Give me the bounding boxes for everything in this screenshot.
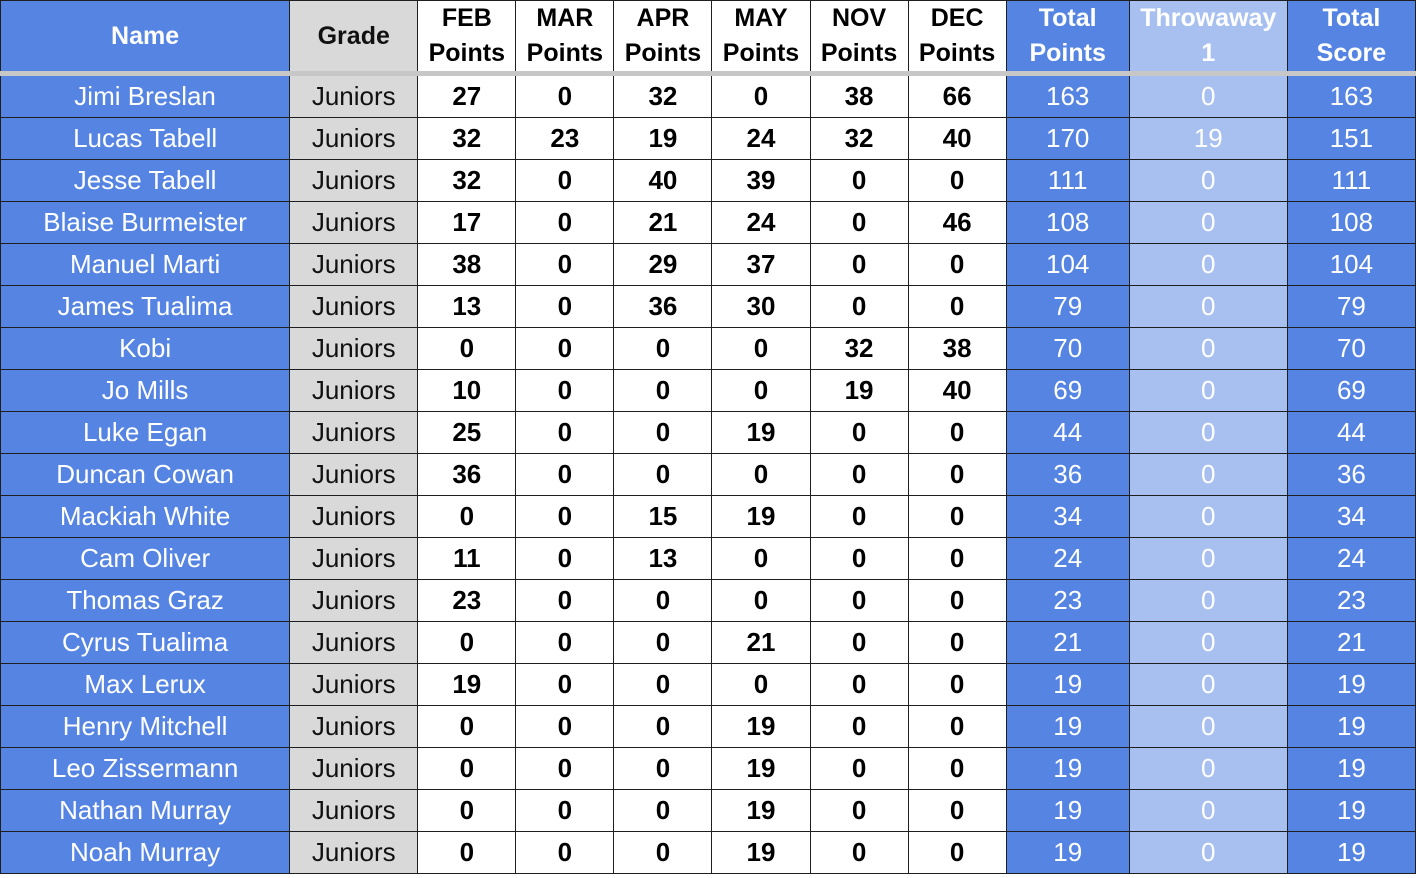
cell-may-points[interactable]: 0: [712, 370, 810, 412]
cell-apr-points[interactable]: 21: [614, 202, 712, 244]
cell-nov-points[interactable]: 0: [810, 244, 908, 286]
cell-total-points[interactable]: 23: [1006, 580, 1129, 622]
cell-name[interactable]: Noah Murray: [1, 832, 290, 874]
table-row: [1, 496, 1416, 538]
table-row: [1, 706, 1416, 748]
cell-dec-points[interactable]: 0: [908, 832, 1006, 874]
cell-feb-points[interactable]: 11: [418, 538, 516, 580]
cell-total-score[interactable]: 21: [1287, 622, 1415, 664]
header-name[interactable]: Name: [1, 1, 290, 74]
cell-total-score[interactable]: 108: [1287, 202, 1415, 244]
cell-throwaway[interactable]: 0: [1129, 496, 1287, 538]
cell-may-points[interactable]: 0: [712, 664, 810, 706]
cell-nov-points[interactable]: 0: [810, 580, 908, 622]
header-throwaway[interactable]: [1129, 1, 1287, 74]
cell-grade[interactable]: Juniors: [290, 118, 418, 160]
cell-dec-points[interactable]: 0: [908, 496, 1006, 538]
cell-nov-points[interactable]: 0: [810, 622, 908, 664]
cell-apr-points[interactable]: 0: [614, 706, 712, 748]
cell-apr-points[interactable]: 19: [614, 118, 712, 160]
cell-grade[interactable]: Juniors: [290, 832, 418, 874]
cell-apr-points[interactable]: 0: [614, 370, 712, 412]
header-nov-unit: Points: [820, 39, 898, 67]
header-apr-unit: Points: [624, 39, 702, 67]
cell-grade[interactable]: Juniors: [290, 664, 418, 706]
cell-name[interactable]: Leo Zissermann: [1, 748, 290, 790]
table-row: [1, 664, 1416, 706]
cell-nov-points[interactable]: 0: [810, 454, 908, 496]
cell-throwaway[interactable]: 0: [1129, 664, 1287, 706]
cell-dec-points[interactable]: 0: [908, 580, 1006, 622]
table-row: [1, 580, 1416, 622]
cell-feb-points[interactable]: 0: [418, 496, 516, 538]
cell-throwaway[interactable]: 0: [1129, 580, 1287, 622]
cell-grade[interactable]: Juniors: [290, 202, 418, 244]
cell-total-score[interactable]: 23: [1287, 580, 1415, 622]
cell-grade[interactable]: Juniors: [290, 160, 418, 202]
cell-apr-points[interactable]: 0: [614, 622, 712, 664]
cell-apr-points[interactable]: 13: [614, 538, 712, 580]
cell-apr-points[interactable]: 32: [614, 74, 712, 118]
cell-apr-points[interactable]: 0: [614, 412, 712, 454]
cell-name[interactable]: Blaise Burmeister: [1, 202, 290, 244]
cell-nov-points[interactable]: 0: [810, 706, 908, 748]
table-row: [1, 370, 1416, 412]
header-throwaway-line2: 1: [1201, 39, 1216, 67]
cell-may-points[interactable]: 24: [712, 118, 810, 160]
cell-name[interactable]: Cyrus Tualima: [1, 622, 290, 664]
cell-mar-points[interactable]: 0: [516, 74, 614, 118]
cell-throwaway[interactable]: 0: [1129, 832, 1287, 874]
cell-throwaway[interactable]: 0: [1129, 538, 1287, 580]
cell-nov-points[interactable]: 0: [810, 832, 908, 874]
cell-mar-points[interactable]: 0: [516, 664, 614, 706]
cell-total-points[interactable]: 36: [1006, 454, 1129, 496]
cell-name[interactable]: Nathan Murray: [1, 790, 290, 832]
cell-grade[interactable]: Juniors: [290, 74, 418, 118]
cell-throwaway[interactable]: 0: [1129, 370, 1287, 412]
cell-may-points[interactable]: 19: [712, 790, 810, 832]
table-row: [1, 790, 1416, 832]
cell-grade[interactable]: Juniors: [290, 496, 418, 538]
cell-nov-points[interactable]: 0: [810, 748, 908, 790]
cell-feb-points[interactable]: 36: [418, 454, 516, 496]
cell-grade[interactable]: Juniors: [290, 622, 418, 664]
cell-total-score[interactable]: 34: [1287, 496, 1415, 538]
cell-mar-points[interactable]: 0: [516, 160, 614, 202]
cell-apr-points[interactable]: 36: [614, 286, 712, 328]
cell-dec-points[interactable]: 0: [908, 706, 1006, 748]
table-row: [1, 244, 1416, 286]
cell-dec-points[interactable]: 0: [908, 790, 1006, 832]
header-dec-points[interactable]: [908, 1, 1006, 74]
header-dec-month: DEC: [930, 4, 984, 32]
cell-name[interactable]: Jo Mills: [1, 370, 290, 412]
cell-total-points[interactable]: 108: [1006, 202, 1129, 244]
cell-total-score[interactable]: 163: [1287, 74, 1415, 118]
cell-may-points[interactable]: 0: [712, 580, 810, 622]
cell-nov-points[interactable]: 32: [810, 118, 908, 160]
cell-total-score[interactable]: 70: [1287, 328, 1415, 370]
cell-dec-points[interactable]: 46: [908, 202, 1006, 244]
cell-feb-points[interactable]: 19: [418, 664, 516, 706]
cell-total-score[interactable]: 19: [1287, 832, 1415, 874]
cell-name[interactable]: Jimi Breslan: [1, 74, 290, 118]
cell-total-score[interactable]: 19: [1287, 706, 1415, 748]
header-feb-points[interactable]: [418, 1, 516, 74]
cell-feb-points[interactable]: 32: [418, 118, 516, 160]
header-total-score-line1: Total: [1322, 4, 1381, 32]
cell-nov-points[interactable]: 0: [810, 160, 908, 202]
cell-grade[interactable]: Juniors: [290, 538, 418, 580]
cell-total-score[interactable]: 44: [1287, 412, 1415, 454]
table-row: [1, 118, 1416, 160]
cell-feb-points[interactable]: 25: [418, 412, 516, 454]
cell-total-points[interactable]: 19: [1006, 664, 1129, 706]
header-throwaway-line1: Throwaway: [1140, 4, 1277, 32]
cell-total-points[interactable]: 170: [1006, 118, 1129, 160]
cell-total-points[interactable]: 69: [1006, 370, 1129, 412]
cell-name[interactable]: Henry Mitchell: [1, 706, 290, 748]
cell-may-points[interactable]: 39: [712, 160, 810, 202]
header-nov-month: NOV: [831, 4, 887, 32]
cell-feb-points[interactable]: 0: [418, 748, 516, 790]
cell-may-points[interactable]: 19: [712, 748, 810, 790]
table-body: [1, 74, 1416, 874]
cell-dec-points[interactable]: 0: [908, 286, 1006, 328]
cell-name[interactable]: James Tualima: [1, 286, 290, 328]
cell-nov-points[interactable]: 0: [810, 202, 908, 244]
cell-throwaway[interactable]: 19: [1129, 118, 1287, 160]
cell-mar-points[interactable]: 0: [516, 496, 614, 538]
table-header: [1, 1, 1416, 74]
cell-mar-points[interactable]: 0: [516, 832, 614, 874]
cell-throwaway[interactable]: 0: [1129, 454, 1287, 496]
cell-grade[interactable]: Juniors: [290, 244, 418, 286]
cell-name[interactable]: Manuel Marti: [1, 244, 290, 286]
cell-name[interactable]: Luke Egan: [1, 412, 290, 454]
cell-total-points[interactable]: 19: [1006, 832, 1129, 874]
cell-grade[interactable]: Juniors: [290, 412, 418, 454]
cell-nov-points[interactable]: 0: [810, 538, 908, 580]
table-row: [1, 412, 1416, 454]
cell-throwaway[interactable]: 0: [1129, 286, 1287, 328]
table-row: [1, 328, 1416, 370]
cell-total-points[interactable]: 21: [1006, 622, 1129, 664]
cell-dec-points[interactable]: 0: [908, 664, 1006, 706]
cell-mar-points[interactable]: 0: [516, 202, 614, 244]
cell-name[interactable]: Kobi: [1, 328, 290, 370]
cell-dec-points[interactable]: 0: [908, 454, 1006, 496]
cell-apr-points[interactable]: 40: [614, 160, 712, 202]
cell-grade[interactable]: Juniors: [290, 370, 418, 412]
cell-may-points[interactable]: 30: [712, 286, 810, 328]
table-row: [1, 538, 1416, 580]
cell-nov-points[interactable]: 0: [810, 286, 908, 328]
cell-total-score[interactable]: 104: [1287, 244, 1415, 286]
cell-may-points[interactable]: 0: [712, 328, 810, 370]
cell-total-score[interactable]: 19: [1287, 664, 1415, 706]
header-total-points-line2: Points: [1029, 39, 1106, 67]
cell-mar-points[interactable]: 0: [516, 328, 614, 370]
cell-throwaway[interactable]: 0: [1129, 202, 1287, 244]
cell-total-points[interactable]: 19: [1006, 748, 1129, 790]
cell-total-points[interactable]: 79: [1006, 286, 1129, 328]
header-mar-month: MAR: [536, 4, 594, 32]
cell-grade[interactable]: Juniors: [290, 790, 418, 832]
cell-name[interactable]: Max Lerux: [1, 664, 290, 706]
cell-nov-points[interactable]: 0: [810, 664, 908, 706]
header-total-score-line2: Score: [1316, 39, 1387, 67]
cell-throwaway[interactable]: 0: [1129, 622, 1287, 664]
cell-mar-points[interactable]: 0: [516, 538, 614, 580]
cell-throwaway[interactable]: 0: [1129, 706, 1287, 748]
cell-nov-points[interactable]: 0: [810, 412, 908, 454]
cell-name[interactable]: Lucas Tabell: [1, 118, 290, 160]
header-mar-unit: Points: [526, 39, 604, 67]
cell-throwaway[interactable]: 0: [1129, 244, 1287, 286]
cell-mar-points[interactable]: 0: [516, 790, 614, 832]
cell-feb-points[interactable]: 32: [418, 160, 516, 202]
cell-may-points[interactable]: 37: [712, 244, 810, 286]
table-row: [1, 286, 1416, 328]
cell-total-points[interactable]: 24: [1006, 538, 1129, 580]
cell-feb-points[interactable]: 27: [418, 74, 516, 118]
table-row: [1, 202, 1416, 244]
cell-grade[interactable]: Juniors: [290, 706, 418, 748]
cell-total-score[interactable]: 36: [1287, 454, 1415, 496]
table-row: [1, 454, 1416, 496]
cell-name[interactable]: Mackiah White: [1, 496, 290, 538]
header-may-month: MAY: [734, 4, 788, 32]
cell-mar-points[interactable]: 0: [516, 706, 614, 748]
cell-dec-points[interactable]: 40: [908, 118, 1006, 160]
cell-apr-points[interactable]: 0: [614, 790, 712, 832]
cell-feb-points[interactable]: 0: [418, 622, 516, 664]
table-row: [1, 160, 1416, 202]
cell-may-points[interactable]: 0: [712, 454, 810, 496]
cell-dec-points[interactable]: 0: [908, 538, 1006, 580]
cell-feb-points[interactable]: 38: [418, 244, 516, 286]
cell-may-points[interactable]: 0: [712, 74, 810, 118]
cell-throwaway[interactable]: 0: [1129, 160, 1287, 202]
table-row: [1, 622, 1416, 664]
cell-total-score[interactable]: 111: [1287, 160, 1415, 202]
cell-apr-points[interactable]: 15: [614, 496, 712, 538]
header-total-score[interactable]: [1287, 1, 1415, 74]
cell-feb-points[interactable]: 17: [418, 202, 516, 244]
cell-name[interactable]: Thomas Graz: [1, 580, 290, 622]
cell-apr-points[interactable]: 0: [614, 454, 712, 496]
table-row: [1, 748, 1416, 790]
cell-grade[interactable]: Juniors: [290, 748, 418, 790]
cell-mar-points[interactable]: 0: [516, 244, 614, 286]
cell-grade[interactable]: Juniors: [290, 328, 418, 370]
header-feb-month: FEB: [441, 4, 492, 32]
cell-total-points[interactable]: 111: [1006, 160, 1129, 202]
cell-mar-points[interactable]: 0: [516, 454, 614, 496]
cell-throwaway[interactable]: 0: [1129, 328, 1287, 370]
cell-apr-points[interactable]: 0: [614, 748, 712, 790]
cell-feb-points[interactable]: 0: [418, 706, 516, 748]
cell-may-points[interactable]: 0: [712, 538, 810, 580]
cell-name[interactable]: Duncan Cowan: [1, 454, 290, 496]
cell-nov-points[interactable]: 0: [810, 496, 908, 538]
cell-total-score[interactable]: 79: [1287, 286, 1415, 328]
cell-name[interactable]: Cam Oliver: [1, 538, 290, 580]
cell-feb-points[interactable]: 0: [418, 790, 516, 832]
cell-may-points[interactable]: 19: [712, 412, 810, 454]
cell-may-points[interactable]: 21: [712, 622, 810, 664]
header-apr-points[interactable]: [614, 1, 712, 74]
cell-apr-points[interactable]: 0: [614, 664, 712, 706]
cell-throwaway[interactable]: 0: [1129, 412, 1287, 454]
cell-mar-points[interactable]: 0: [516, 580, 614, 622]
header-total-points[interactable]: [1006, 1, 1129, 74]
cell-throwaway[interactable]: 0: [1129, 790, 1287, 832]
header-mar-points[interactable]: [516, 1, 614, 74]
cell-total-points[interactable]: 44: [1006, 412, 1129, 454]
cell-grade[interactable]: Juniors: [290, 454, 418, 496]
cell-total-score[interactable]: 19: [1287, 748, 1415, 790]
cell-total-score[interactable]: 69: [1287, 370, 1415, 412]
cell-may-points[interactable]: 19: [712, 496, 810, 538]
cell-dec-points[interactable]: 0: [908, 244, 1006, 286]
cell-feb-points[interactable]: 10: [418, 370, 516, 412]
cell-grade[interactable]: Juniors: [290, 580, 418, 622]
cell-nov-points[interactable]: 38: [810, 74, 908, 118]
header-nov-points[interactable]: [810, 1, 908, 74]
header-apr-month: APR: [636, 4, 690, 32]
table-row: [1, 832, 1416, 874]
cell-mar-points[interactable]: 0: [516, 622, 614, 664]
cell-dec-points[interactable]: 66: [908, 74, 1006, 118]
cell-throwaway[interactable]: 0: [1129, 748, 1287, 790]
cell-nov-points[interactable]: 0: [810, 790, 908, 832]
cell-nov-points[interactable]: 32: [810, 328, 908, 370]
cell-total-points[interactable]: 19: [1006, 790, 1129, 832]
header-may-points[interactable]: [712, 1, 810, 74]
cell-name[interactable]: Jesse Tabell: [1, 160, 290, 202]
cell-grade[interactable]: Juniors: [290, 286, 418, 328]
cell-dec-points[interactable]: 0: [908, 622, 1006, 664]
cell-total-points[interactable]: 70: [1006, 328, 1129, 370]
header-dec-unit: Points: [918, 39, 996, 67]
cell-dec-points[interactable]: 40: [908, 370, 1006, 412]
header-may-unit: Points: [722, 39, 800, 67]
cell-dec-points[interactable]: 38: [908, 328, 1006, 370]
cell-total-points[interactable]: 34: [1006, 496, 1129, 538]
cell-feb-points[interactable]: 13: [418, 286, 516, 328]
header-row: [1, 1, 1416, 74]
cell-total-points[interactable]: 104: [1006, 244, 1129, 286]
header-grade[interactable]: Grade: [290, 1, 418, 74]
cell-mar-points[interactable]: 0: [516, 412, 614, 454]
cell-total-score[interactable]: 24: [1287, 538, 1415, 580]
cell-dec-points[interactable]: 0: [908, 748, 1006, 790]
header-total-points-line1: Total: [1038, 4, 1097, 32]
cell-feb-points[interactable]: 0: [418, 328, 516, 370]
cell-mar-points[interactable]: 0: [516, 286, 614, 328]
cell-total-points[interactable]: 163: [1006, 74, 1129, 118]
cell-mar-points[interactable]: 23: [516, 118, 614, 160]
cell-apr-points[interactable]: 0: [614, 832, 712, 874]
cell-total-score[interactable]: 19: [1287, 790, 1415, 832]
cell-mar-points[interactable]: 0: [516, 370, 614, 412]
cell-apr-points[interactable]: 29: [614, 244, 712, 286]
cell-apr-points[interactable]: 0: [614, 580, 712, 622]
cell-mar-points[interactable]: 0: [516, 748, 614, 790]
cell-may-points[interactable]: 19: [712, 706, 810, 748]
cell-throwaway[interactable]: 0: [1129, 74, 1287, 118]
cell-may-points[interactable]: 19: [712, 832, 810, 874]
cell-total-score[interactable]: 151: [1287, 118, 1415, 160]
cell-dec-points[interactable]: 0: [908, 160, 1006, 202]
cell-feb-points[interactable]: 23: [418, 580, 516, 622]
cell-nov-points[interactable]: 19: [810, 370, 908, 412]
cell-total-points[interactable]: 19: [1006, 706, 1129, 748]
cell-may-points[interactable]: 24: [712, 202, 810, 244]
cell-dec-points[interactable]: 0: [908, 412, 1006, 454]
cell-apr-points[interactable]: 0: [614, 328, 712, 370]
cell-feb-points[interactable]: 0: [418, 832, 516, 874]
header-feb-unit: Points: [428, 39, 506, 67]
table-row: [1, 74, 1416, 118]
